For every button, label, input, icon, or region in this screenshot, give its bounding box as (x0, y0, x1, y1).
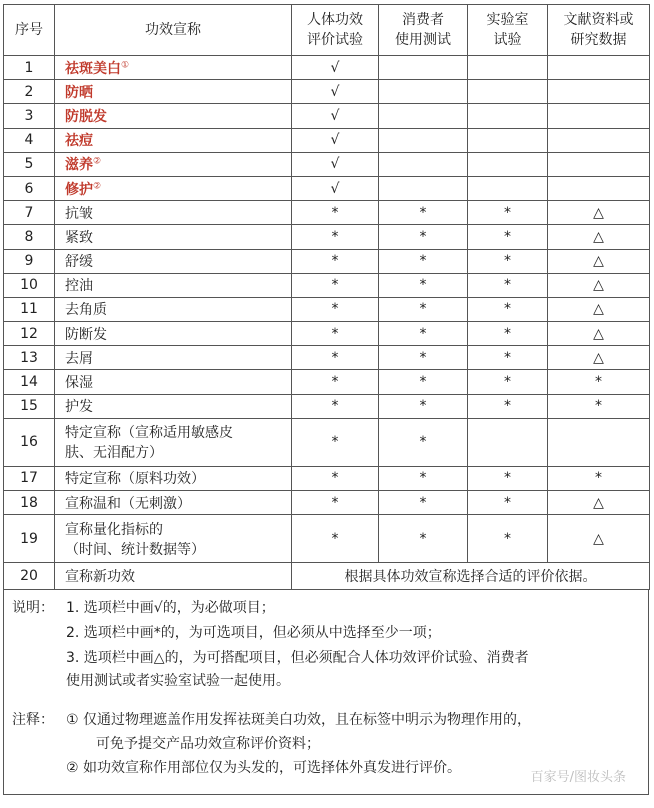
table-row (4, 128, 650, 152)
claim-name (55, 515, 292, 563)
mark-cell: * (548, 466, 650, 490)
mark-cell: * (379, 491, 468, 515)
row-number: 18 (4, 491, 55, 515)
mark-cell (548, 104, 650, 128)
row-number: 5 (4, 152, 55, 176)
mark-cell: * (468, 225, 548, 249)
claim-name (55, 225, 292, 249)
note-item-1: 1. 选项栏中画√的，为必做项目； (66, 600, 275, 617)
claim-name (55, 370, 292, 394)
claim-text: 抗皱 (65, 205, 93, 222)
claim-text: 祛斑美白 (65, 60, 121, 77)
mark-cell (379, 176, 468, 200)
row-number: 15 (4, 394, 55, 418)
mark-cell: * (468, 370, 548, 394)
row-number: 3 (4, 104, 55, 128)
mark-cell: * (548, 394, 650, 418)
claim-text: 控油 (65, 278, 93, 295)
claim-text: 防脱发 (65, 108, 107, 125)
mark-cell: * (468, 273, 548, 297)
claim-name (55, 394, 292, 418)
row-number: 8 (4, 225, 55, 249)
merged-evaluation-note: 根据具体功效宣称选择合适的评价依据。 (292, 563, 650, 590)
mark-cell: * (292, 418, 379, 466)
mark-cell: △ (548, 297, 650, 321)
claim-text: 保湿 (65, 375, 93, 392)
table-row (4, 297, 650, 321)
mark-cell: √ (292, 152, 379, 176)
mark-cell: * (379, 225, 468, 249)
table-row (4, 491, 650, 515)
claim-name (55, 56, 292, 80)
mark-cell: * (379, 466, 468, 490)
mark-cell (379, 56, 468, 80)
mark-cell: * (379, 394, 468, 418)
table-row (4, 563, 650, 590)
mark-cell: * (379, 322, 468, 346)
table-row (4, 515, 650, 563)
mark-cell: √ (292, 104, 379, 128)
note-item-2: 2. 选项栏中画*的，为可选项目，但必须从中选择至少一项； (66, 625, 441, 642)
claim-text: 宣称温和（无刺激） (65, 495, 191, 512)
mark-cell (468, 128, 548, 152)
claim-text: 舒缓 (65, 254, 93, 271)
mark-cell (468, 152, 548, 176)
claim-name (55, 273, 292, 297)
table-row (4, 80, 650, 104)
claim-text: 祛痘 (65, 133, 93, 150)
note-item-3-cont: 使用测试或者实验室试验一起使用。 (66, 673, 290, 690)
table-row (4, 56, 650, 80)
mark-cell: * (468, 249, 548, 273)
claim-text: 滋养 (65, 157, 93, 174)
mark-cell: △ (548, 273, 650, 297)
row-number: 1 (4, 56, 55, 80)
claim-text: 紧致 (65, 229, 93, 246)
footnote-marker: ② (93, 180, 102, 191)
table-row (4, 152, 650, 176)
claim-text: 特定宣称（原料功效） (65, 471, 205, 488)
mark-cell (548, 418, 650, 466)
claim-name (55, 322, 292, 346)
claim-name (55, 418, 292, 466)
mark-cell: * (292, 491, 379, 515)
table-row (4, 370, 650, 394)
column-header-3: 人体功效 评价试验 (292, 5, 379, 56)
mark-cell: * (292, 370, 379, 394)
claim-text: 修护 (65, 181, 93, 198)
mark-cell: * (292, 322, 379, 346)
claim-name: 宣称新功效 (55, 563, 292, 590)
claim-text: 护发 (65, 399, 93, 416)
row-number: 10 (4, 273, 55, 297)
mark-cell (548, 128, 650, 152)
notes-section (3, 590, 649, 795)
row-number: 13 (4, 346, 55, 370)
mark-cell (468, 56, 548, 80)
column-header-6: 文献资料或 研究数据 (548, 5, 650, 56)
mark-cell: * (292, 515, 379, 563)
table-row (4, 176, 650, 200)
table-row (4, 322, 650, 346)
mark-cell: * (468, 491, 548, 515)
mark-cell: √ (292, 56, 379, 80)
claim-text: 特定宣称（宣称适用敏感皮 肤、无泪配方） (65, 425, 233, 462)
mark-cell: * (468, 346, 548, 370)
row-number: 19 (4, 515, 55, 563)
claim-name (55, 201, 292, 225)
row-number: 12 (4, 322, 55, 346)
mark-cell (468, 418, 548, 466)
mark-cell (379, 104, 468, 128)
claim-name (55, 297, 292, 321)
table-header-row (4, 5, 650, 56)
mark-cell: * (292, 394, 379, 418)
mark-cell: △ (548, 201, 650, 225)
claim-text: 防断发 (65, 326, 107, 343)
mark-cell: * (468, 394, 548, 418)
row-number: 7 (4, 201, 55, 225)
mark-cell (379, 128, 468, 152)
column-header-4: 消费者 使用测试 (379, 5, 468, 56)
table-row (4, 225, 650, 249)
table-row (4, 418, 650, 466)
footnote-2: ② 如功效宣称作用部位仅为头发的，可选择体外真发进行评价。 (66, 760, 461, 777)
table-row (4, 201, 650, 225)
claim-name (55, 249, 292, 273)
table-row (4, 394, 650, 418)
mark-cell: * (292, 346, 379, 370)
mark-cell: * (379, 201, 468, 225)
claim-name (55, 491, 292, 515)
efficacy-claims-table (3, 4, 650, 590)
mark-cell (379, 152, 468, 176)
mark-cell: * (379, 515, 468, 563)
notes-label: 说明： (12, 600, 54, 617)
claim-name (55, 152, 292, 176)
mark-cell: △ (548, 249, 650, 273)
mark-cell: * (379, 346, 468, 370)
table-row (4, 104, 650, 128)
mark-cell: * (548, 370, 650, 394)
table-row (4, 466, 650, 490)
mark-cell: * (468, 466, 548, 490)
footnote-marker: ② (93, 156, 102, 167)
mark-cell: * (468, 297, 548, 321)
footnote-1: ① 仅通过物理遮盖作用发挥祛斑美白功效，且在标签中明示为物理作用的， (66, 712, 531, 729)
footnote-label: 注释： (12, 712, 54, 729)
mark-cell: △ (548, 322, 650, 346)
table-row (4, 346, 650, 370)
mark-cell: * (379, 273, 468, 297)
claim-text: 去屑 (65, 350, 93, 367)
mark-cell: * (292, 297, 379, 321)
claim-name (55, 80, 292, 104)
mark-cell: △ (548, 515, 650, 563)
row-number: 16 (4, 418, 55, 466)
watermark: 百家号/图妆头条 (530, 770, 626, 786)
row-number: 17 (4, 466, 55, 490)
mark-cell (548, 80, 650, 104)
claim-text: 防晒 (65, 84, 93, 101)
footnote-marker: ① (121, 59, 130, 70)
column-header-1: 序号 (4, 5, 55, 56)
mark-cell: * (292, 225, 379, 249)
column-header-5: 实验室 试验 (468, 5, 548, 56)
mark-cell: * (292, 273, 379, 297)
claim-name (55, 466, 292, 490)
mark-cell (548, 176, 650, 200)
mark-cell: * (292, 201, 379, 225)
row-number: 4 (4, 128, 55, 152)
table-row (4, 249, 650, 273)
mark-cell: * (379, 418, 468, 466)
mark-cell (468, 176, 548, 200)
row-number: 14 (4, 370, 55, 394)
mark-cell: * (379, 297, 468, 321)
mark-cell: △ (548, 491, 650, 515)
claim-name (55, 104, 292, 128)
mark-cell: * (379, 370, 468, 394)
mark-cell: * (468, 515, 548, 563)
mark-cell: √ (292, 176, 379, 200)
mark-cell (379, 80, 468, 104)
mark-cell (468, 80, 548, 104)
mark-cell (548, 152, 650, 176)
note-item-3: 3. 选项栏中画△的，为可搭配项目，但必须配合人体功效评价试验、消费者 (66, 650, 529, 667)
row-number: 11 (4, 297, 55, 321)
claim-name (55, 128, 292, 152)
claim-text: 去角质 (65, 302, 107, 319)
claim-text: 宣称量化指标的 （时间、统计数据等） (65, 521, 205, 558)
mark-cell: * (468, 322, 548, 346)
mark-cell: * (292, 466, 379, 490)
mark-cell: √ (292, 80, 379, 104)
table-row (4, 273, 650, 297)
mark-cell: * (379, 249, 468, 273)
mark-cell (548, 56, 650, 80)
mark-cell (468, 104, 548, 128)
document (3, 4, 649, 795)
claim-name (55, 346, 292, 370)
mark-cell: △ (548, 225, 650, 249)
row-number: 2 (4, 80, 55, 104)
column-header-2: 功效宣称 (55, 5, 292, 56)
row-number: 20 (4, 563, 55, 590)
claim-name (55, 176, 292, 200)
row-number: 6 (4, 176, 55, 200)
footnote-1-cont: 可免予提交产品功效宣称评价资料； (96, 736, 320, 753)
mark-cell: * (292, 249, 379, 273)
mark-cell: △ (548, 346, 650, 370)
mark-cell: * (468, 201, 548, 225)
row-number: 9 (4, 249, 55, 273)
mark-cell: √ (292, 128, 379, 152)
